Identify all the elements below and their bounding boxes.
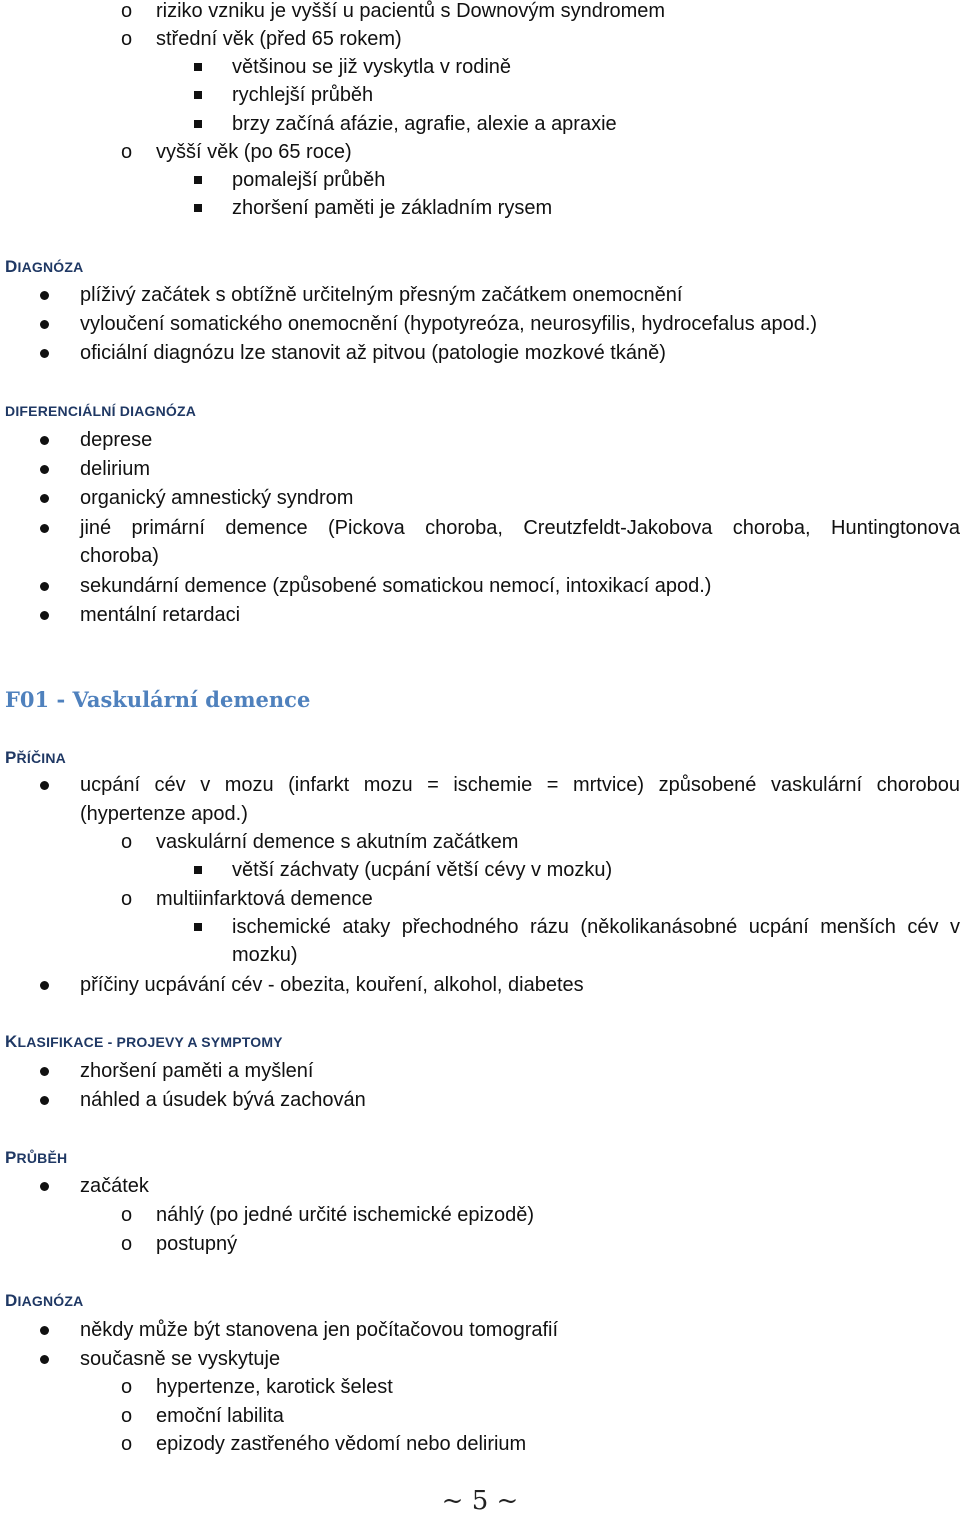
list-item-text: ischemické ataky přechodného rázu (několikanásobné ucpání menších cév v bbox=[232, 916, 960, 938]
list-item-text: zhoršení paměti je základním rysem bbox=[232, 197, 553, 219]
list-item-text: většinou se již vyskytla v rodině bbox=[232, 56, 512, 78]
list-item-text: plíživý začátek s obtížně určitelným přesným začátkem onemocnění bbox=[80, 284, 683, 306]
square-bullet-icon bbox=[194, 63, 202, 71]
list-item bbox=[0, 455, 960, 483]
list-item bbox=[0, 1345, 960, 1373]
list-item bbox=[0, 281, 960, 309]
list-item bbox=[0, 25, 960, 53]
list-item-text: vyšší věk (po 65 roce) bbox=[156, 141, 352, 163]
list-item-text: postupný bbox=[156, 1233, 238, 1255]
list-item-continuation bbox=[0, 941, 960, 969]
bullet-icon bbox=[40, 1182, 49, 1191]
list-item-text: vyloučení somatického onemocnění (hypotyreóza, neurosyfilis, hydrocefalus apod.) bbox=[80, 313, 818, 335]
bullet-icon bbox=[40, 465, 49, 474]
bullet-icon bbox=[40, 494, 49, 503]
list-marker: o bbox=[121, 1433, 133, 1455]
list-marker: o bbox=[121, 1405, 133, 1427]
section-title: F01 - Vaskulární demence bbox=[5, 687, 311, 712]
bullet-icon bbox=[40, 349, 49, 358]
section-heading-pricina: PŘÍČINA bbox=[5, 748, 66, 767]
bullet-icon bbox=[40, 1326, 49, 1335]
list-item-text: jiné primární demence (Pickova choroba, Creutzfeldt-Jakobova choroba, Huntingtonova bbox=[80, 517, 960, 539]
list-item bbox=[0, 1316, 960, 1344]
list-item bbox=[0, 771, 960, 799]
list-item bbox=[0, 110, 960, 138]
list-item-text: delirium bbox=[80, 458, 151, 480]
list-item bbox=[0, 426, 960, 454]
list-item bbox=[0, 194, 960, 222]
list-item-text: mentální retardaci bbox=[80, 604, 241, 626]
bullet-icon bbox=[40, 981, 49, 990]
section-heading-prubeh: PRŮBĚH bbox=[5, 1148, 68, 1167]
list-item bbox=[0, 484, 960, 512]
list-item-text: choroba) bbox=[80, 545, 159, 567]
list-item bbox=[0, 1057, 960, 1085]
list-item-text: ucpání cév v mozu (infarkt mozu = ischemie = mrtvice) způsobené vaskulární chorobou bbox=[80, 774, 960, 796]
section-heading-klasifikace: KLASIFIKACE - PROJEVY A SYMPTOMY bbox=[5, 1032, 283, 1051]
list-item-text: deprese bbox=[80, 429, 153, 451]
square-bullet-icon bbox=[194, 120, 202, 128]
section-heading-diferencialni-diagnoza: DIFERENCIÁLNÍ DIAGNÓZA bbox=[5, 403, 197, 419]
list-item bbox=[0, 1402, 960, 1430]
list-item-text: multiinfarktová demence bbox=[156, 888, 373, 910]
list-item-continuation bbox=[0, 800, 960, 828]
list-item bbox=[0, 514, 960, 542]
list-item bbox=[0, 166, 960, 194]
bullet-icon bbox=[40, 781, 49, 790]
list-marker: o bbox=[121, 1376, 133, 1398]
list-item-text: náhlý (po jedné určité ischemické epizodě) bbox=[156, 1204, 534, 1226]
list-item-text: emoční labilita bbox=[156, 1405, 284, 1427]
list-item bbox=[0, 0, 960, 25]
bullet-icon bbox=[40, 524, 49, 533]
list-item bbox=[0, 1086, 960, 1114]
list-marker: o bbox=[121, 1233, 133, 1255]
list-marker: o bbox=[121, 28, 133, 50]
list-item-text: organický amnestický syndrom bbox=[80, 487, 354, 509]
list-item bbox=[0, 572, 960, 600]
list-item-text: oficiální diagnózu lze stanovit až pitvou (patologie mozkové tkáně) bbox=[80, 342, 666, 364]
list-item-text: brzy začíná afázie, agrafie, alexie a apraxie bbox=[232, 113, 617, 135]
list-item-text: mozku) bbox=[232, 944, 298, 966]
section-heading-diagnoza: DIAGNÓZA bbox=[5, 1291, 84, 1310]
list-item bbox=[0, 1201, 960, 1229]
list-item bbox=[0, 856, 960, 884]
list-item bbox=[0, 828, 960, 856]
bullet-icon bbox=[40, 582, 49, 591]
list-item-text: hypertenze, karotick šelest bbox=[156, 1376, 393, 1398]
square-bullet-icon bbox=[194, 204, 202, 212]
bullet-icon bbox=[40, 1067, 49, 1076]
section-heading-diagnoza: DIAGNÓZA bbox=[5, 257, 84, 276]
list-item-text: vaskulární demence s akutním začátkem bbox=[156, 831, 519, 853]
list-item-text: náhled a úsudek bývá zachován bbox=[80, 1089, 366, 1111]
list-item-text: (hypertenze apod.) bbox=[80, 803, 248, 825]
list-item-text: rychlejší průběh bbox=[232, 84, 374, 106]
list-item bbox=[0, 885, 960, 913]
list-item-text: příčiny ucpávání cév - obezita, kouření, alkohol, diabetes bbox=[80, 974, 584, 996]
list-item bbox=[0, 81, 960, 109]
list-item bbox=[0, 53, 960, 81]
list-item bbox=[0, 971, 960, 999]
list-marker: o bbox=[121, 141, 133, 163]
list-item bbox=[0, 310, 960, 338]
square-bullet-icon bbox=[194, 176, 202, 184]
square-bullet-icon bbox=[194, 923, 202, 931]
list-item bbox=[0, 339, 960, 367]
list-marker: o bbox=[121, 888, 133, 910]
square-bullet-icon bbox=[194, 866, 202, 874]
list-item bbox=[0, 1172, 960, 1200]
list-item bbox=[0, 601, 960, 629]
list-item bbox=[0, 1430, 960, 1458]
list-marker: o bbox=[121, 0, 133, 22]
list-item bbox=[0, 913, 960, 941]
page-number: ~ 5 ~ bbox=[441, 1486, 519, 1516]
bullet-icon bbox=[40, 436, 49, 445]
list-item-text: současně se vyskytuje bbox=[80, 1348, 281, 1370]
square-bullet-icon bbox=[194, 91, 202, 99]
list-item-text: zhoršení paměti a myšlení bbox=[80, 1060, 314, 1082]
list-marker: o bbox=[121, 831, 133, 853]
list-item-text: střední věk (před 65 rokem) bbox=[156, 28, 402, 50]
list-item bbox=[0, 138, 960, 166]
list-item-text: větší záchvaty (ucpání větší cévy v mozku) bbox=[232, 859, 613, 881]
list-item-text: epizody zastřeného vědomí nebo delirium bbox=[156, 1433, 527, 1455]
list-item-text: sekundární demence (způsobené somatickou nemocí, intoxikací apod.) bbox=[80, 575, 712, 597]
list-marker: o bbox=[121, 1204, 133, 1226]
bullet-icon bbox=[40, 291, 49, 300]
list-item-text: někdy může být stanovena jen počítačovou tomografií bbox=[80, 1319, 559, 1341]
bullet-icon bbox=[40, 611, 49, 620]
list-item-text: riziko vzniku je vyšší u pacientů s Downovým syndromem bbox=[156, 0, 666, 22]
list-item bbox=[0, 1230, 960, 1258]
list-item-text: začátek bbox=[80, 1175, 149, 1197]
bullet-icon bbox=[40, 1355, 49, 1364]
list-item-continuation bbox=[0, 542, 960, 570]
list-item bbox=[0, 1373, 960, 1401]
bullet-icon bbox=[40, 320, 49, 329]
list-item-text: pomalejší průběh bbox=[232, 169, 386, 191]
bullet-icon bbox=[40, 1096, 49, 1105]
